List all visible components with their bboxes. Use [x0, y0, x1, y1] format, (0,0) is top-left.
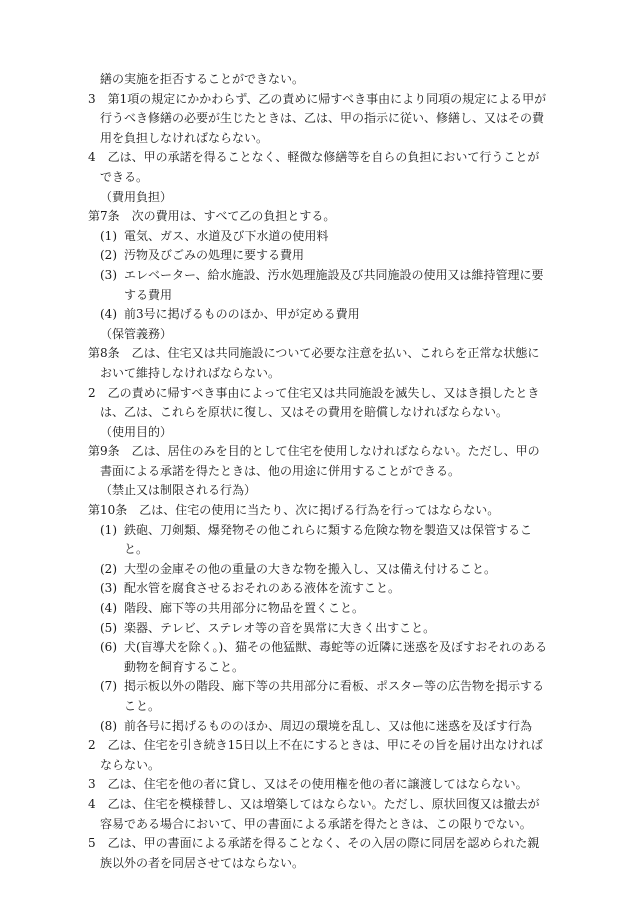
list-item — [88, 717, 550, 737]
item-text: 電気、ガス、水道及び下水道の使用料 — [124, 228, 329, 243]
article-text: 乙は、居住のみを目的として住宅を使用しなければならない。ただし、甲の書面による承諾を得たときは、他の用途に併用することができる。 — [100, 444, 540, 478]
article-text: 乙は、住宅又は共同施設について必要な注意を払い、これらを正常な状態において維持しなければならない。 — [100, 346, 540, 380]
item-number: (7) — [100, 679, 117, 694]
item-text: 配水管を腐食させるおそれのある液体を流すこと。 — [124, 581, 401, 596]
item-number: (6) — [100, 640, 117, 655]
item-number: (1) — [100, 228, 117, 243]
paragraph-2 — [88, 736, 550, 775]
article-number: 第10条 — [88, 503, 128, 518]
item-text: 前3号に掲げるもののほか、甲が定める費用 — [124, 307, 360, 322]
article-number: 第8条 — [88, 346, 120, 361]
paragraph-text: 第1項の規定にかかわらず、乙の責めに帰すべき事由により同項の規定による甲が行うべき修繕の必要が生じたときは、乙は、甲の指示に従い、修繕し、又はその費用を負担しなければならない。 — [100, 91, 547, 145]
item-number: (3) — [100, 581, 117, 596]
list-item — [88, 560, 550, 580]
article-heading: （禁止又は制限される行為） — [100, 483, 257, 498]
item-number: (1) — [100, 522, 117, 537]
item-text: 鉄砲、刀剣類、爆発物その他これらに類する危険な物を製造又は保管すること。 — [124, 522, 533, 557]
item-text: 掲示板以外の階段、廊下等の共用部分に看板、ポスター等の広告物を掲示すること。 — [124, 679, 545, 713]
list-item — [88, 521, 550, 560]
paragraph-number: 2 — [88, 738, 96, 753]
item-text: 大型の金庫その他の重量の大きな物を搬入し、又は備え付けること。 — [124, 561, 497, 576]
paragraph-text: 乙は、住宅を引き続き15日以上不在にするときは、甲にその旨を届け出なければならない。 — [100, 738, 543, 772]
item-number: (2) — [100, 561, 117, 576]
paragraph-text: 乙は、甲の書面による承諾を得ることなく、その入居の際に同居を認められた親族以外の者を同居させてはならない。 — [100, 836, 540, 870]
paragraph-number: 4 — [88, 796, 96, 811]
list-item — [88, 677, 550, 716]
item-text: 犬(盲導犬を除く。)、猫その他猛獣、毒蛇等の近隣に迷惑を及ぼすおそれのある動物を飼育すること。 — [124, 640, 548, 674]
article-heading: （費用負担） — [100, 189, 173, 204]
paragraph-number: 3 — [88, 777, 96, 792]
paragraph-continuation — [88, 70, 550, 90]
item-text: 楽器、テレビ、ステレオ等の音を異常に大きく出すこと。 — [124, 620, 436, 635]
paragraph-number: 5 — [88, 836, 96, 851]
paragraph-number: 3 — [88, 91, 96, 106]
article-heading: （使用目的） — [100, 424, 173, 439]
item-text: 前各号に掲げるもののほか、周辺の環境を乱し、又は他に迷惑を及ぼす行為 — [124, 718, 533, 733]
list-item — [88, 579, 550, 599]
paragraph-text: 繕の実施を拒否することができない。 — [100, 72, 305, 86]
item-number: (2) — [100, 248, 117, 263]
list-item — [88, 266, 550, 305]
paragraph-number: 4 — [88, 150, 96, 165]
article-text: 次の費用は、すべて乙の負担とする。 — [131, 209, 336, 224]
item-text: 階段、廊下等の共用部分に物品を置くこと。 — [124, 601, 365, 616]
paragraph-text: 乙の責めに帰すべき事由によって住宅又は共同施設を滅失し、又はき損したときは、乙は、これらを原状に復し、又はその費用を賠償しなければならない。 — [100, 385, 540, 420]
item-text: エレベーター、給水施設、汚水処理施設及び共同施設の使用又は維持管理に要する費用 — [124, 267, 544, 302]
list-item — [88, 246, 550, 266]
paragraph-4 — [88, 795, 550, 834]
article-10 — [88, 501, 550, 521]
item-text: 汚物及びごみの処理に要する費用 — [124, 248, 305, 263]
list-item — [88, 305, 550, 325]
article-heading: （保管義務） — [100, 326, 173, 341]
article-9 — [88, 442, 550, 481]
item-number: (5) — [100, 620, 117, 635]
article-8 — [88, 344, 550, 383]
contract-text — [88, 70, 550, 873]
list-item — [88, 227, 550, 247]
item-number: (4) — [100, 307, 117, 322]
paragraph-3 — [88, 775, 550, 795]
list-item — [88, 599, 550, 619]
article-number: 第7条 — [88, 209, 120, 224]
article-7 — [88, 207, 550, 227]
paragraph-2 — [88, 384, 550, 423]
paragraph-4 — [88, 148, 550, 187]
paragraph-number: 2 — [88, 385, 96, 400]
paragraph-3 — [88, 90, 550, 149]
item-number: (3) — [100, 267, 117, 282]
article-text: 乙は、住宅の使用に当たり、次に掲げる行為を行ってはならない。 — [139, 503, 500, 518]
paragraph-text: 乙は、甲の承諾を得ることなく、軽微な修繕等を自らの負担において行うことができる。 — [100, 150, 540, 184]
article-number: 第9条 — [88, 444, 120, 459]
item-number: (8) — [100, 718, 117, 733]
list-item — [88, 638, 550, 677]
paragraph-5 — [88, 834, 550, 873]
paragraph-text: 乙は、住宅を他の者に貸し、又はその使用権を他の者に譲渡してはならない。 — [107, 777, 528, 792]
item-number: (4) — [100, 601, 117, 616]
paragraph-text: 乙は、住宅を模様替し、又は増築してはならない。ただし、原状回復又は撤去が容易である場合において、甲の書面による承諾を得たときは、この限りでない。 — [100, 796, 540, 831]
list-item — [88, 619, 550, 639]
